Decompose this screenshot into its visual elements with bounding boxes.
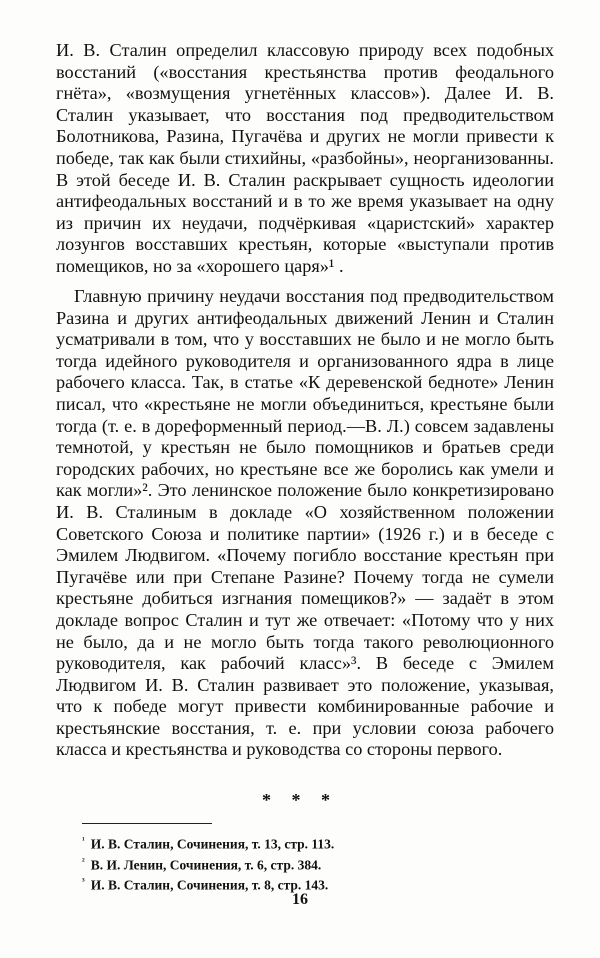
footnote-text: И. В. Сталин, Сочинения, т. 8, стр. 143. <box>90 877 329 893</box>
footnote-text: В. И. Ленин, Сочинения, т. 6, стр. 384. <box>90 857 322 872</box>
footnote-rule <box>82 823 212 824</box>
footnote-text: И. В. Сталин, Сочинения, т. 13, стр. 113. <box>90 836 335 852</box>
footnote-mark: ³ <box>82 876 85 886</box>
footnote-mark: ² <box>82 855 85 866</box>
footnote-mark: ¹ <box>82 835 85 845</box>
footnotes <box>82 832 542 894</box>
page-number: 16 <box>292 891 308 908</box>
footnote-1 <box>82 832 542 853</box>
section-separator: * * * <box>262 790 338 810</box>
footnote-2 <box>82 853 542 874</box>
paragraph-1: И. В. Сталин определил классовую природу всех подобных восстаний («восстания крестьянства против феодального гнёта», «возмущения угнетённых классов»). Далее И. В. Сталин указывает, что восстания под предводительством Болотникова, Разина, Пугачёва и других не могли привести к победе, так как были стихийны, «разбойны», неорганизованны. В этой беседе И. В. Сталин раскрывает сущность идеологии антифеодальных восстаний и в то же время указывает на одну из причин их неудачи, подчёркивая «царистский» характер лозунгов восставших крестьян, которые «выступали против помещиков, но за «хорошего царя»¹ . <box>56 40 554 276</box>
paragraph-2: Главную причину неудачи восстания под предводительством Разина и других антифеодальных движений Ленин и Сталин усматривали в том, что у восставших не было и не могло быть тогда идейного руководителя и организованного ядра в лице рабочего класса. Так, в статье «К деревенской бедноте» Ленин писал, что «крестьяне не могли объединиться, крестьяне были тогда (т. е. в дореформенный период.—В. Л.) совсем задавлены темнотой, у крестьян не было помощников и братьев среди городских рабочих, но крестьяне все же боролись как умели и как могли»². Это ленинское положение было конкретизировано И. В. Сталиным в докладе «О хозяйственном положении Советского Союза и политике партии» (1926 г.) и в беседе с Эмилем Людвигом. «Почему погибло восстание крестьян при Пугачёве или при Степане Разине? Почему тогда не сумели крестьяне добиться изгнания помещиков?» — задаёт в этом докладе вопрос Сталин и тут же отвечает: «Потому что у них не было, да и не могло быть тогда такого революционного руководителя, как рабочий класс»³. В беседе с Эмилем Людвигом И. В. Сталин развивает это положение, указывая, что к победе могут привести комбинированные рабочие и крестьянские восстания, т. е. при условии союза рабочего класса и крестьянства и руководства со стороны первого. <box>56 286 554 760</box>
